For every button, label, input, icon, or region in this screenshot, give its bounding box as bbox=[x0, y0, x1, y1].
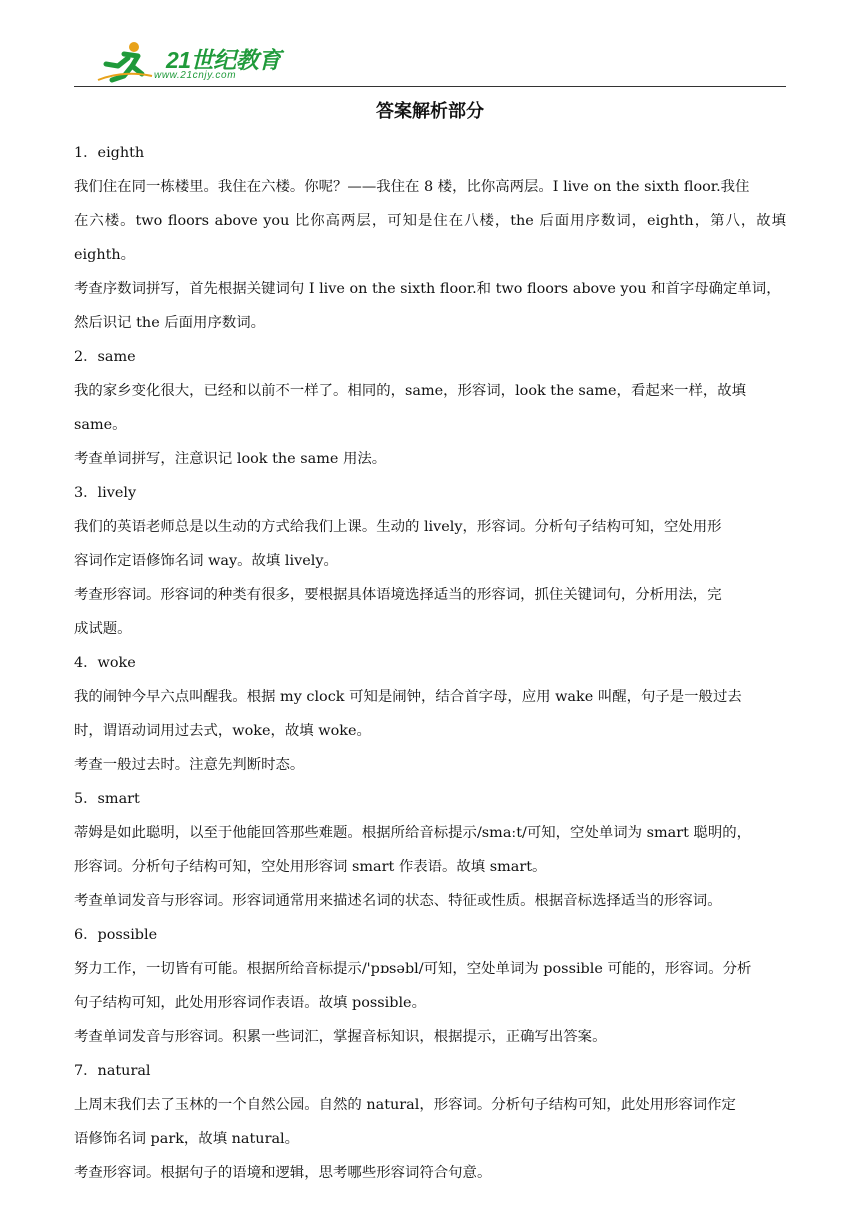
answer-item-5 bbox=[74, 782, 786, 918]
answer-item-3 bbox=[74, 476, 786, 646]
logo bbox=[94, 40, 294, 86]
answer-line: 考查单词拼写，注意识记 look the same 用法。 bbox=[74, 451, 387, 467]
logo-text: 21世纪教育 bbox=[166, 47, 281, 73]
answer-line: 考查序数词拼写，首先根据关键词句 I live on the sixth floor.和 two floors above you 和首字母确定单词， bbox=[74, 281, 781, 297]
answer-line: same。 bbox=[74, 417, 127, 433]
answer-number: 4．woke bbox=[74, 655, 136, 671]
answer-number: 1．eighth bbox=[74, 145, 145, 161]
answer-list bbox=[74, 136, 786, 1190]
answer-line: 我的家乡变化很大，已经和以前不一样了。相同的，same，形容词，look the same，看起来一样，故填 bbox=[74, 383, 747, 399]
answer-line: 努力工作，一切皆有可能。根据所给音标提示/'pɒsəbl/可知，空处单词为 possible 可能的，形容词。分析 bbox=[74, 961, 752, 977]
answer-line: 时，谓语动词用过去式，woke，故填 woke。 bbox=[74, 723, 371, 739]
answer-number: 2．same bbox=[74, 349, 136, 365]
runner-logo-icon bbox=[94, 40, 154, 84]
answer-number: 3．lively bbox=[74, 485, 137, 501]
answer-line: 成试题。 bbox=[74, 621, 132, 637]
answer-line: 我们的英语老师总是以生动的方式给我们上课。生动的 lively，形容词。分析句子结构可知，空处用形 bbox=[74, 519, 722, 535]
answer-line: 考查单词发音与形容词。积累一些词汇，掌握音标知识，根据提示，正确写出答案。 bbox=[74, 1029, 607, 1045]
answer-line: 考查形容词。形容词的种类有很多，要根据具体语境选择适当的形容词，抓住关键词句，分析用法，完 bbox=[74, 587, 722, 603]
answer-line: 容词作定语修饰名词 way。故填 lively。 bbox=[74, 553, 338, 569]
answer-line: 在六楼。two floors above you 比你高两层，可知是住在八楼，the 后面用序数词，eighth，第八，故填 eighth。 bbox=[74, 213, 786, 263]
answer-line: 考查单词发音与形容词。形容词通常用来描述名词的状态、特征或性质。根据音标选择适当的形容词。 bbox=[74, 893, 722, 909]
page-title: 答案解析部分 bbox=[376, 101, 484, 122]
answer-line: 我的闹钟今早六点叫醒我。根据 my clock 可知是闹钟，结合首字母，应用 wake 叫醒，句子是一般过去 bbox=[74, 689, 742, 705]
answer-number: 6．possible bbox=[74, 927, 158, 943]
answer-number: 7．natural bbox=[74, 1063, 151, 1079]
answer-line: 蒂姆是如此聪明，以至于他能回答那些难题。根据所给音标提示/smaːt/可知，空处单词为 smart 聪明的， bbox=[74, 825, 751, 841]
answer-line: 上周末我们去了玉林的一个自然公园。自然的 natural，形容词。分析句子结构可知，此处用形容词作定 bbox=[74, 1097, 736, 1113]
answer-line: 考查形容词。根据句子的语境和逻辑，思考哪些形容词符合句意。 bbox=[74, 1165, 492, 1181]
logo-url: www.21cnjy.com bbox=[154, 70, 237, 81]
page-header bbox=[74, 40, 786, 88]
answer-line: 形容词。分析句子结构可知，空处用形容词 smart 作表语。故填 smart。 bbox=[74, 859, 547, 875]
answer-item-2 bbox=[74, 340, 786, 476]
answer-item-4 bbox=[74, 646, 786, 782]
header-divider bbox=[74, 86, 786, 87]
answer-number: 5．smart bbox=[74, 791, 140, 807]
answer-item-6 bbox=[74, 918, 786, 1054]
answer-line: 我们住在同一栋楼里。我住在六楼。你呢？——我住在 8 楼，比你高两层。I live on the sixth floor.我住 bbox=[74, 179, 750, 195]
answer-item-1 bbox=[74, 136, 786, 340]
answer-item-7 bbox=[74, 1054, 786, 1190]
answer-line: 句子结构可知，此处用形容词作表语。故填 possible。 bbox=[74, 995, 426, 1011]
answer-line: 然后识记 the 后面用序数词。 bbox=[74, 315, 266, 331]
answer-line: 语修饰名词 park，故填 natural。 bbox=[74, 1131, 300, 1147]
answer-line: 考查一般过去时。注意先判断时态。 bbox=[74, 757, 305, 773]
